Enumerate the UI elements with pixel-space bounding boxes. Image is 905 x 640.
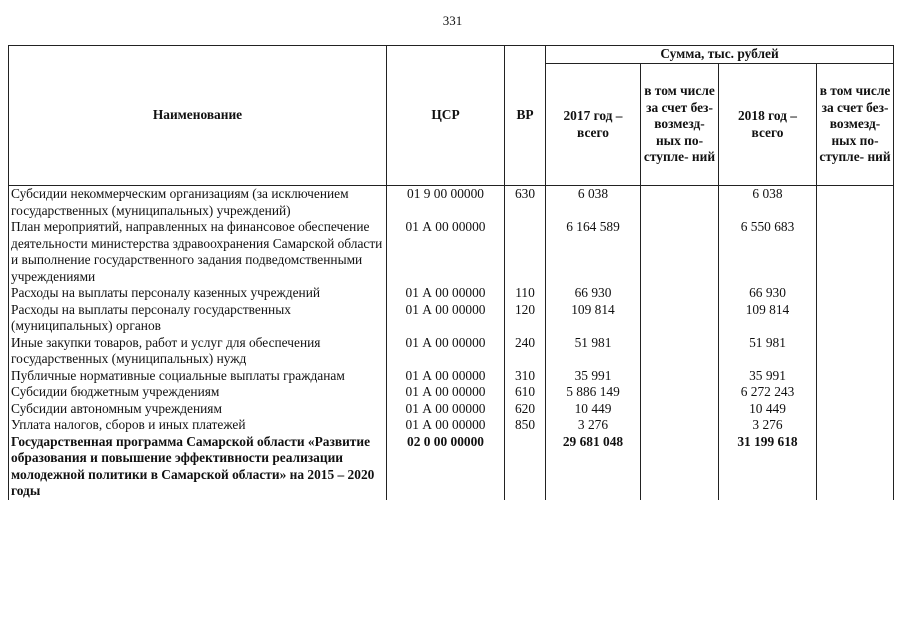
cell-2017-free [641, 186, 719, 220]
cell-vr: 630 [505, 186, 546, 220]
cell-vr [505, 219, 546, 285]
cell-name: Публичные нормативные социальные выплаты гражданам [9, 368, 387, 385]
cell-name: Иные закупки товаров, работ и услуг для обеспечения государственных (муниципальных) нужд [9, 335, 387, 368]
cell-vr: 120 [505, 302, 546, 335]
header-name: Наименование [9, 46, 387, 186]
cell-name: План мероприятий, направленных на финансовое обеспечение деятельности министерства здравоохранения Самарской области и выполнение государственного задания подведомственными учреждениями [9, 219, 387, 285]
cell-vr: 240 [505, 335, 546, 368]
cell-2017-free [641, 417, 719, 434]
cell-vr: 110 [505, 285, 546, 302]
table-row [9, 186, 894, 220]
cell-2018-free [817, 335, 894, 368]
cell-name: Расходы на выплаты персоналу государственных (муниципальных) органов [9, 302, 387, 335]
cell-2017-total: 109 814 [546, 302, 641, 335]
cell-2018-total: 6 550 683 [719, 219, 817, 285]
cell-vr: 620 [505, 401, 546, 418]
cell-2018-free [817, 401, 894, 418]
cell-name: Субсидии бюджетным учреждениям [9, 384, 387, 401]
cell-2017-free [641, 368, 719, 385]
header-2017-free: в том числе за счет без- возмезд- ных по- ступле- ний [641, 64, 719, 186]
cell-2017-total: 6 038 [546, 186, 641, 220]
cell-2018-free [817, 219, 894, 285]
cell-2018-total: 6 272 243 [719, 384, 817, 401]
cell-vr [505, 434, 546, 500]
cell-2017-total: 6 164 589 [546, 219, 641, 285]
cell-csr: 01 А 00 00000 [387, 285, 505, 302]
cell-2017-free [641, 302, 719, 335]
table-row [9, 335, 894, 368]
cell-2018-total: 10 449 [719, 401, 817, 418]
header-vr: ВР [505, 46, 546, 186]
page-number: 331 [442, 13, 463, 28]
budget-table [8, 45, 894, 500]
cell-2017-total: 29 681 048 [546, 434, 641, 500]
header-2017-total: 2017 год – всего [546, 64, 641, 186]
cell-name: Уплата налогов, сборов и иных платежей [9, 417, 387, 434]
cell-2018-free [817, 302, 894, 335]
cell-csr: 01 А 00 00000 [387, 401, 505, 418]
cell-csr: 01 9 00 00000 [387, 186, 505, 220]
header-2018-free: в том числе за счет без- возмезд- ных по- ступле- ний [817, 64, 894, 186]
cell-csr: 02 0 00 00000 [387, 434, 505, 500]
cell-2018-total: 6 038 [719, 186, 817, 220]
cell-2018-total: 109 814 [719, 302, 817, 335]
header-2018-total: 2018 год – всего [719, 64, 817, 186]
cell-2018-free [817, 285, 894, 302]
table-header [9, 46, 894, 186]
cell-csr: 01 А 00 00000 [387, 219, 505, 285]
cell-name: Расходы на выплаты персоналу казенных учреждений [9, 285, 387, 302]
cell-2017-total: 66 930 [546, 285, 641, 302]
table-body [9, 186, 894, 500]
cell-name: Государственная программа Самарской области «Развитие образования и повышение эффективности реализации молодежной политики в Самарской области» на 2015 – 2020 годы [9, 434, 387, 500]
cell-2018-total: 66 930 [719, 285, 817, 302]
cell-csr: 01 А 00 00000 [387, 335, 505, 368]
cell-2018-free [817, 186, 894, 220]
cell-csr: 01 А 00 00000 [387, 368, 505, 385]
cell-2018-total: 35 991 [719, 368, 817, 385]
cell-2017-total: 35 991 [546, 368, 641, 385]
cell-csr: 01 А 00 00000 [387, 384, 505, 401]
header-sum-group: Сумма, тыс. рублей [546, 46, 894, 64]
cell-2018-free [817, 434, 894, 500]
cell-2017-free [641, 335, 719, 368]
cell-name: Субсидии автономным учреждениям [9, 401, 387, 418]
cell-2017-free [641, 285, 719, 302]
table-row [9, 434, 894, 500]
cell-2018-free [817, 368, 894, 385]
table-row [9, 285, 894, 302]
table-row [9, 401, 894, 418]
cell-name: Субсидии некоммерческим организациям (за исключением государственных (муниципальных) учреждений) [9, 186, 387, 220]
cell-vr: 850 [505, 417, 546, 434]
cell-2017-free [641, 384, 719, 401]
cell-2017-total: 3 276 [546, 417, 641, 434]
table-row [9, 368, 894, 385]
table-row [9, 384, 894, 401]
cell-csr: 01 А 00 00000 [387, 302, 505, 335]
cell-2017-free [641, 401, 719, 418]
cell-2018-total: 3 276 [719, 417, 817, 434]
cell-2017-total: 51 981 [546, 335, 641, 368]
cell-2018-total: 51 981 [719, 335, 817, 368]
cell-2017-free [641, 434, 719, 500]
cell-2018-free [817, 384, 894, 401]
table-row [9, 219, 894, 285]
table-row [9, 417, 894, 434]
table-row [9, 302, 894, 335]
cell-2018-total: 31 199 618 [719, 434, 817, 500]
cell-vr: 610 [505, 384, 546, 401]
cell-2017-free [641, 219, 719, 285]
cell-2017-total: 5 886 149 [546, 384, 641, 401]
header-csr: ЦСР [387, 46, 505, 186]
cell-2018-free [817, 417, 894, 434]
cell-csr: 01 А 00 00000 [387, 417, 505, 434]
cell-2017-total: 10 449 [546, 401, 641, 418]
cell-vr: 310 [505, 368, 546, 385]
